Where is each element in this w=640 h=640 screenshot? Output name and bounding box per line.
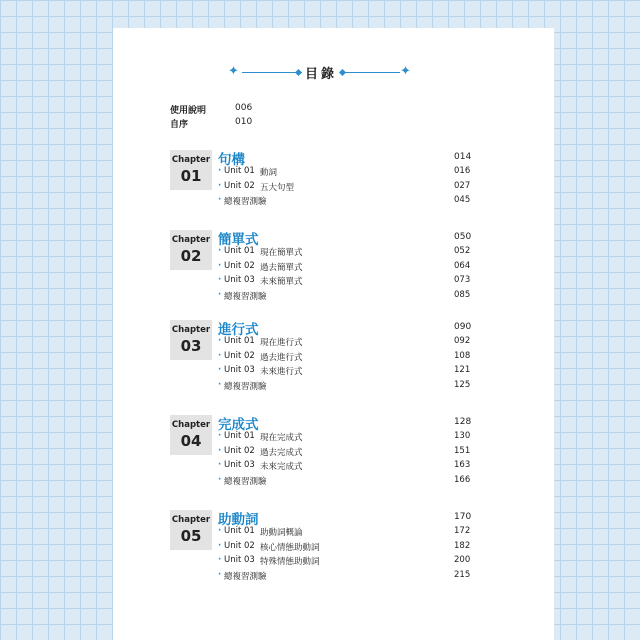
unit-page: 121 <box>454 365 471 375</box>
unit-item[interactable] <box>218 181 500 194</box>
unit-name: 未來完成式 <box>260 462 303 472</box>
chapter-block <box>170 320 500 400</box>
bullet-icon: · <box>218 275 222 285</box>
bullet-icon: · <box>218 195 222 205</box>
title-divider-left <box>242 72 302 73</box>
chapter-title[interactable]: 簡單式 <box>218 232 259 248</box>
chapter-badge <box>170 510 212 550</box>
unit-code: Unit 02 <box>224 180 255 191</box>
unit-item[interactable] <box>218 336 500 349</box>
bullet-icon: · <box>218 540 222 551</box>
front-matter-label: 自序 <box>170 120 189 130</box>
unit-page: 052 <box>454 246 471 256</box>
chapter-page: 014 <box>454 152 472 162</box>
unit-page: 215 <box>454 569 471 580</box>
unit-code: Unit 02 <box>224 260 255 271</box>
unit-name: 動詞 <box>260 168 278 178</box>
unit-item[interactable] <box>218 460 500 473</box>
unit-page: 172 <box>454 526 471 536</box>
sparkle-icon: ✦ <box>400 64 411 79</box>
unit-code: Unit 01 <box>224 431 255 441</box>
unit-item[interactable] <box>218 526 500 539</box>
unit-name: 總複習測驗 <box>224 476 267 487</box>
chapter-page: 128 <box>454 417 472 427</box>
unit-page: 163 <box>454 460 471 470</box>
bullet-icon: · <box>218 526 222 536</box>
bullet-icon: · <box>218 260 222 271</box>
toc-page <box>113 28 554 640</box>
unit-name: 未來簡單式 <box>260 277 303 287</box>
chapter-title[interactable]: 完成式 <box>218 417 259 433</box>
diamond-icon <box>295 69 302 76</box>
chapter-title[interactable]: 進行式 <box>218 322 259 338</box>
unit-item[interactable] <box>218 475 500 488</box>
unit-code: Unit 01 <box>224 166 255 176</box>
unit-name: 總複習測驗 <box>224 571 267 582</box>
bullet-icon: · <box>218 289 222 300</box>
unit-code: Unit 03 <box>224 365 255 375</box>
unit-page: 166 <box>454 474 471 485</box>
unit-page: 085 <box>454 289 471 300</box>
chapter-page: 090 <box>454 322 472 332</box>
unit-name: 未來進行式 <box>260 367 303 377</box>
bullet-icon: · <box>218 445 222 456</box>
chapter-number: 04 <box>180 432 202 450</box>
bullet-icon: · <box>218 180 222 191</box>
chapter-title[interactable]: 句構 <box>218 152 245 168</box>
chapter-badge <box>170 150 212 190</box>
chapter-number: 02 <box>180 247 202 265</box>
unit-page: 125 <box>454 379 471 390</box>
unit-item[interactable] <box>218 431 500 444</box>
chapter-page: 170 <box>454 512 472 522</box>
unit-item[interactable] <box>218 446 500 459</box>
chapter-block <box>170 510 500 590</box>
unit-item[interactable] <box>218 570 500 583</box>
toc-title-row <box>230 63 412 83</box>
front-matter-label: 使用說明 <box>170 106 207 116</box>
chapter-block <box>170 150 500 230</box>
unit-name: 過去進行式 <box>260 352 303 363</box>
unit-code: Unit 03 <box>224 460 255 470</box>
unit-code: Unit 02 <box>224 540 255 551</box>
unit-page: 108 <box>454 350 471 361</box>
unit-page: 027 <box>454 180 471 191</box>
bullet-icon: · <box>218 474 222 485</box>
unit-code: Unit 03 <box>224 555 255 565</box>
bullet-icon: · <box>218 555 222 565</box>
front-matter-item[interactable] <box>170 103 290 117</box>
unit-item[interactable] <box>218 365 500 378</box>
unit-code: Unit 02 <box>224 445 255 456</box>
unit-page: 200 <box>454 555 471 565</box>
unit-page: 182 <box>454 540 471 551</box>
unit-item[interactable] <box>218 555 500 568</box>
chapter-block <box>170 415 500 495</box>
unit-name: 五大句型 <box>260 182 295 193</box>
chapter-block <box>170 230 500 310</box>
unit-item[interactable] <box>218 195 500 208</box>
bullet-icon: · <box>218 569 222 580</box>
unit-code: Unit 01 <box>224 526 255 536</box>
chapter-word: Chapter <box>171 155 211 165</box>
bullet-icon: · <box>218 336 222 346</box>
bullet-icon: · <box>218 460 222 470</box>
bullet-icon: · <box>218 166 222 176</box>
front-matter-item[interactable] <box>170 117 290 131</box>
chapter-word: Chapter <box>171 325 211 335</box>
chapter-word: Chapter <box>171 235 211 245</box>
bullet-icon: · <box>218 431 222 441</box>
unit-name: 現在完成式 <box>260 433 303 443</box>
front-matter-page: 006 <box>235 103 253 113</box>
unit-name: 現在進行式 <box>260 338 303 348</box>
unit-item[interactable] <box>218 351 500 364</box>
bullet-icon: · <box>218 365 222 375</box>
unit-page: 151 <box>454 445 471 456</box>
unit-item[interactable] <box>218 166 500 179</box>
unit-code: Unit 01 <box>224 246 255 256</box>
unit-page: 130 <box>454 431 471 441</box>
bullet-icon: · <box>218 379 222 390</box>
chapter-number: 05 <box>180 527 202 545</box>
unit-page: 045 <box>454 195 471 205</box>
chapter-word: Chapter <box>171 420 211 430</box>
chapter-number: 01 <box>180 167 202 185</box>
front-matter-page: 010 <box>235 117 253 127</box>
unit-page: 092 <box>454 336 471 346</box>
title-divider-right <box>340 72 400 73</box>
unit-name: 特殊情態助動詞 <box>260 557 320 567</box>
unit-code: Unit 03 <box>224 275 255 285</box>
unit-code: Unit 01 <box>224 336 255 346</box>
chapter-word: Chapter <box>171 515 211 525</box>
unit-name: 過去簡單式 <box>260 262 303 273</box>
unit-name: 總複習測驗 <box>224 197 267 207</box>
unit-item[interactable] <box>218 380 500 393</box>
chapter-badge <box>170 230 212 270</box>
unit-name: 助動詞概論 <box>260 528 303 538</box>
sparkle-icon: ✦ <box>228 64 239 79</box>
chapter-badge <box>170 320 212 360</box>
toc-title: 目錄 <box>304 67 337 82</box>
unit-name: 核心情態助動詞 <box>260 542 320 553</box>
unit-item[interactable] <box>218 275 500 288</box>
chapter-number: 03 <box>180 337 202 355</box>
unit-item[interactable] <box>218 290 500 303</box>
unit-name: 過去完成式 <box>260 447 303 458</box>
unit-item[interactable] <box>218 246 500 259</box>
unit-item[interactable] <box>218 541 500 554</box>
unit-item[interactable] <box>218 261 500 274</box>
bullet-icon: · <box>218 350 222 361</box>
unit-name: 總複習測驗 <box>224 291 267 302</box>
unit-code: Unit 02 <box>224 350 255 361</box>
chapter-page: 050 <box>454 232 472 242</box>
unit-page: 064 <box>454 260 471 271</box>
unit-name: 現在簡單式 <box>260 248 303 258</box>
unit-name: 總複習測驗 <box>224 381 267 392</box>
bullet-icon: · <box>218 246 222 256</box>
unit-page: 073 <box>454 275 471 285</box>
chapter-title[interactable]: 助動詞 <box>218 512 259 528</box>
unit-page: 016 <box>454 166 471 176</box>
chapter-badge <box>170 415 212 455</box>
